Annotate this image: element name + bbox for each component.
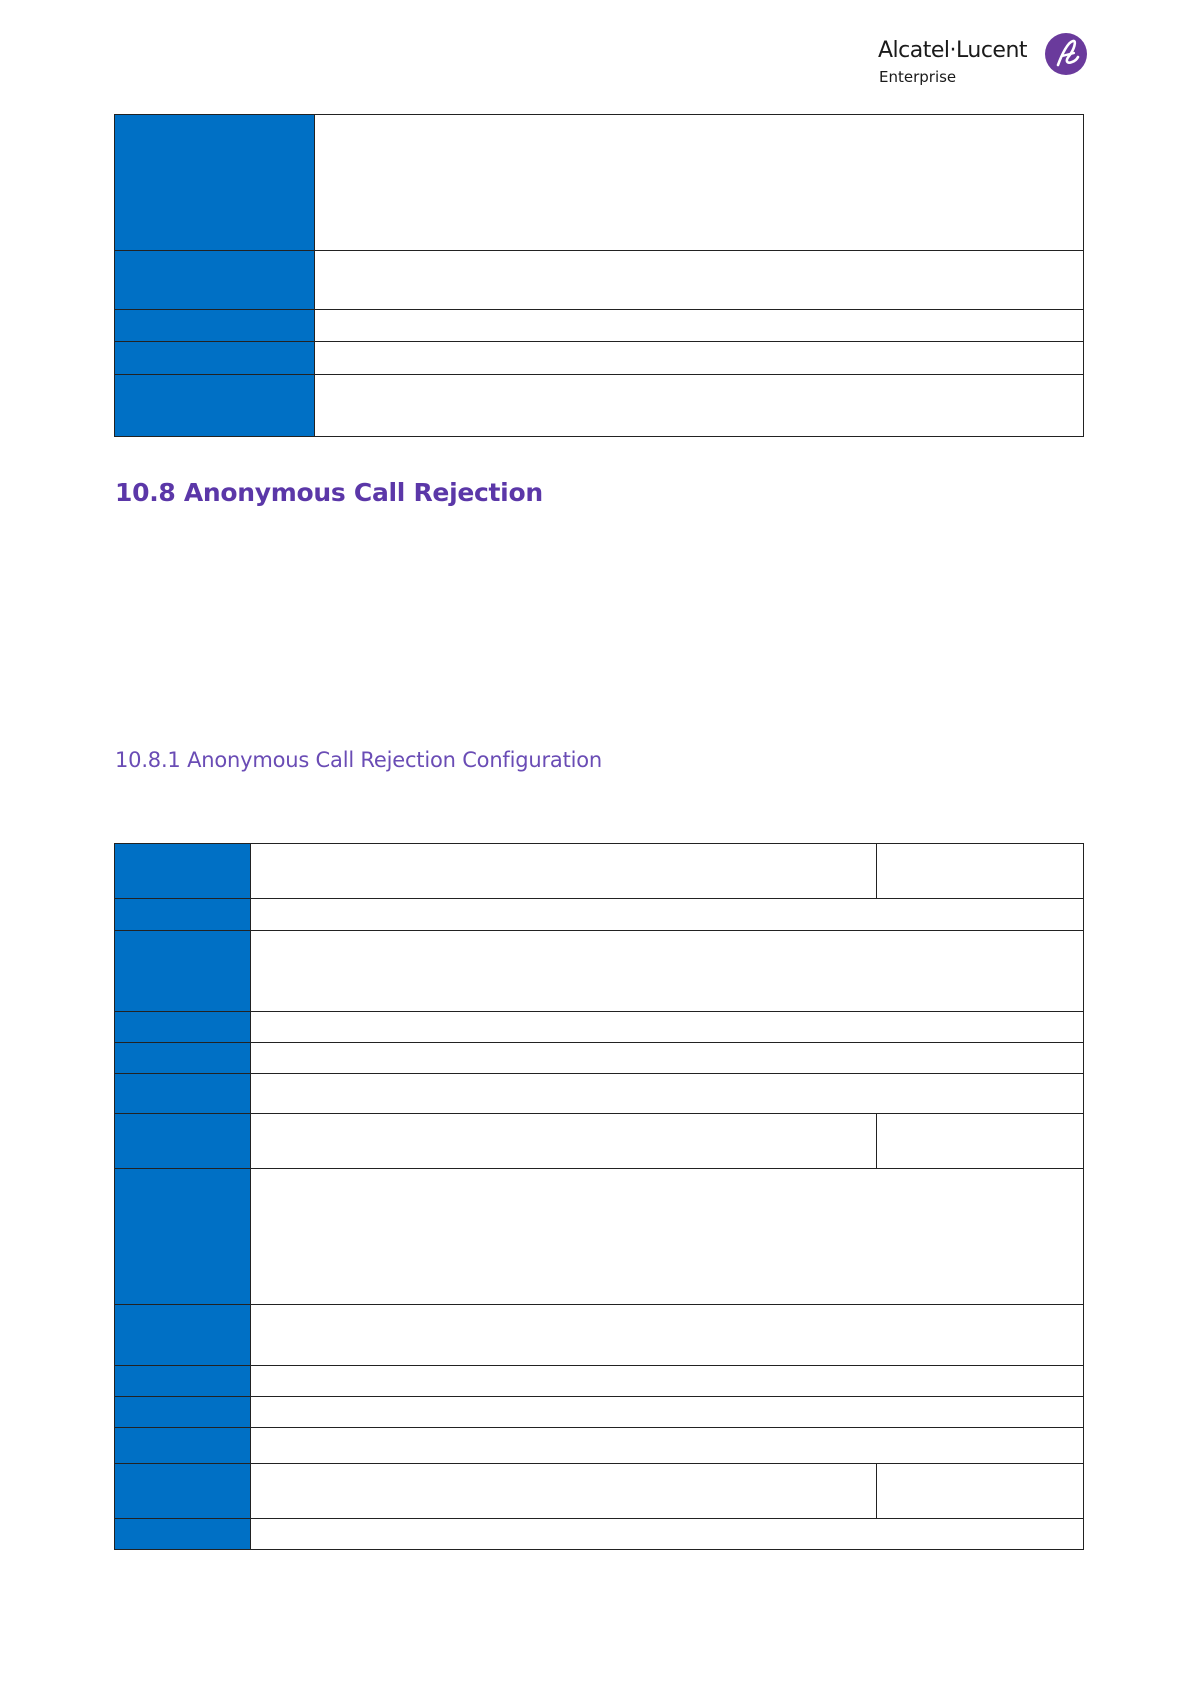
table-row <box>115 1169 1084 1305</box>
table-key-cell <box>115 1397 251 1428</box>
parameter-table-top <box>114 114 1084 437</box>
table-key-cell <box>115 1366 251 1397</box>
table-key-cell <box>115 1114 251 1169</box>
table-key-cell <box>115 844 251 899</box>
table-row <box>115 115 1084 251</box>
table-key-cell <box>115 899 251 931</box>
table-key-cell <box>115 1043 251 1074</box>
table-key-cell <box>115 1074 251 1114</box>
table-row <box>115 899 1084 931</box>
brand-name: Alcatel·Lucent <box>878 38 1028 63</box>
table-value-cell <box>251 1366 1084 1397</box>
table-key-cell <box>115 1519 251 1550</box>
table-value-cell <box>251 1012 1084 1043</box>
table-extra-cell <box>877 1464 1084 1519</box>
table-value-cell <box>315 310 1084 342</box>
table-row <box>115 251 1084 310</box>
table-value-cell <box>251 1043 1084 1074</box>
brand-subtitle: Enterprise <box>879 68 957 86</box>
subsection-heading: 10.8.1 Anonymous Call Rejection Configuration <box>115 748 603 772</box>
table-key-cell <box>115 115 315 251</box>
table-key-cell <box>115 342 315 375</box>
section-heading: 10.8 Anonymous Call Rejection <box>115 478 543 507</box>
brand-logo <box>878 30 1090 88</box>
table-key-cell <box>115 1169 251 1305</box>
configuration-table <box>114 843 1084 1550</box>
table-key-cell <box>115 931 251 1012</box>
table-key-cell <box>115 251 315 310</box>
table-value-cell <box>251 899 1084 931</box>
table-key-cell <box>115 1428 251 1464</box>
table-key-cell <box>115 1464 251 1519</box>
table-row <box>115 844 1084 899</box>
table-value-cell <box>251 1305 1084 1366</box>
table-row <box>115 1305 1084 1366</box>
table-extra-cell <box>877 844 1084 899</box>
table-value-cell <box>315 251 1084 310</box>
table-row <box>115 342 1084 375</box>
table-row <box>115 931 1084 1012</box>
table-key-cell <box>115 310 315 342</box>
table-value-cell <box>251 1464 877 1519</box>
table-row <box>115 1464 1084 1519</box>
table-row <box>115 1074 1084 1114</box>
table-key-cell <box>115 375 315 437</box>
table-row <box>115 1114 1084 1169</box>
table-row <box>115 1428 1084 1464</box>
table-row <box>115 310 1084 342</box>
table-value-cell <box>251 1114 877 1169</box>
table-key-cell <box>115 1305 251 1366</box>
table-row <box>115 1366 1084 1397</box>
table-key-cell <box>115 1012 251 1043</box>
table-row <box>115 1397 1084 1428</box>
table-value-cell <box>251 1169 1084 1305</box>
table-value-cell <box>251 1519 1084 1550</box>
table-value-cell <box>251 1397 1084 1428</box>
table-value-cell <box>315 375 1084 437</box>
table-extra-cell <box>877 1114 1084 1169</box>
table-row <box>115 1043 1084 1074</box>
table-value-cell <box>251 1074 1084 1114</box>
table-value-cell <box>251 931 1084 1012</box>
table-row <box>115 1519 1084 1550</box>
table-value-cell <box>251 1428 1084 1464</box>
table-value-cell <box>251 844 877 899</box>
table-value-cell <box>315 342 1084 375</box>
table-row <box>115 1012 1084 1043</box>
table-row <box>115 375 1084 437</box>
table-value-cell <box>315 115 1084 251</box>
alcatel-lucent-a-logo-icon <box>1044 32 1088 76</box>
